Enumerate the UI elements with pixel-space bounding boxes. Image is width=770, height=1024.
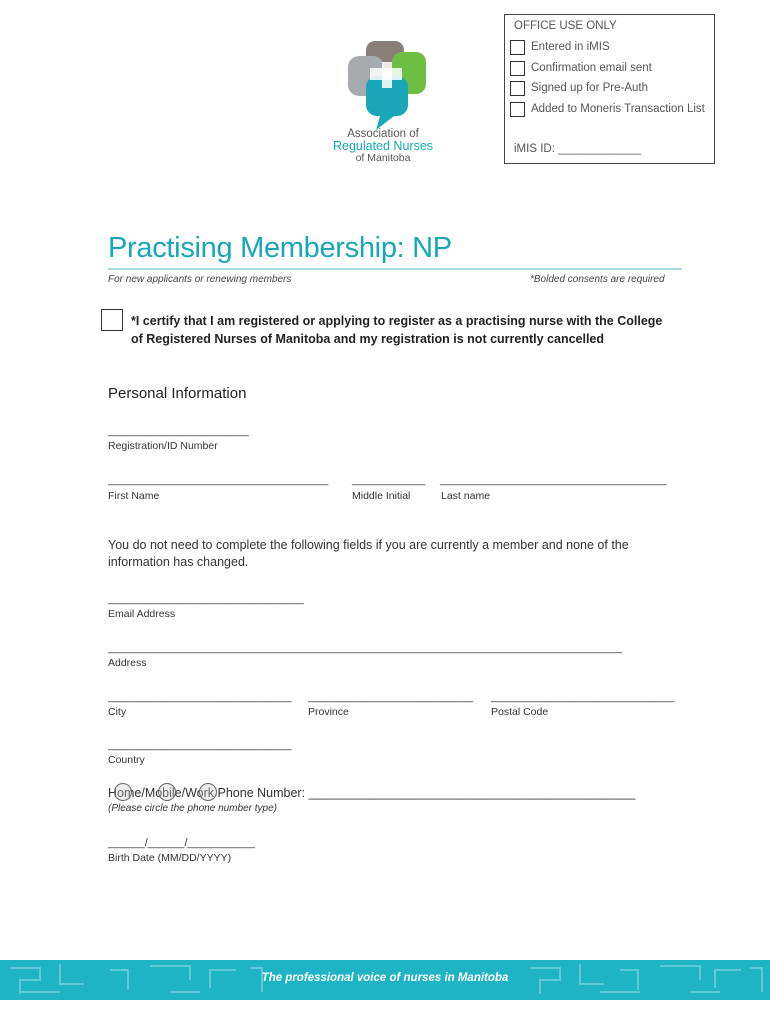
footer-tagline: The professional voice of nurses in Manitoba xyxy=(261,972,509,984)
province-label: Province xyxy=(308,706,349,718)
checkbox-pre-auth[interactable] xyxy=(510,81,525,96)
registration-label: Registration/ID Number xyxy=(108,440,218,452)
office-use-title: OFFICE USE ONLY xyxy=(514,20,617,32)
office-item-entered-imis[interactable] xyxy=(510,38,610,56)
last-name-label: Last name xyxy=(441,490,491,502)
phone-number-field[interactable]: Home/Mobile/Work Phone Number: _______________________________________________ xyxy=(108,786,636,800)
required-note: *Bolded consents are required xyxy=(530,274,665,285)
country-label: Country xyxy=(108,754,145,766)
first-name-label: First Name xyxy=(108,490,160,502)
registration-field[interactable]: _______________________ xyxy=(108,425,249,437)
arnm-logo xyxy=(340,38,438,133)
office-item-confirmation-email[interactable] xyxy=(510,59,652,77)
consent-checkbox[interactable] xyxy=(101,309,123,331)
postal-code-label: Postal Code xyxy=(491,706,549,718)
circle-home-option[interactable] xyxy=(114,783,132,801)
city-field[interactable]: ______________________________ xyxy=(108,691,292,703)
postal-code-field[interactable]: ______________________________ xyxy=(491,691,675,703)
middle-initial-field[interactable]: ____________ xyxy=(352,474,426,486)
office-item-label: Confirmation email sent xyxy=(531,62,652,74)
office-item-label: Added to Moneris Transaction List xyxy=(531,103,705,115)
logo-line-2: Regulated Nurses xyxy=(332,139,434,153)
page-subtitle: For new applicants or renewing members xyxy=(108,274,292,285)
email-label: Email Address xyxy=(108,608,176,620)
office-item-pre-auth[interactable] xyxy=(510,79,648,97)
imis-id-field[interactable]: iMIS ID: _____________ xyxy=(514,143,642,155)
email-field[interactable]: ________________________________ xyxy=(108,593,304,605)
middle-initial-label: Middle Initial xyxy=(352,490,411,502)
optional-fields-note: You do not need to complete the following fields if you are currently a member and none of the information has changed. xyxy=(108,538,629,569)
address-label: Address xyxy=(108,657,147,669)
phone-type-note: (Please circle the phone number type) xyxy=(108,803,277,814)
circle-work-option[interactable] xyxy=(199,783,217,801)
city-label: City xyxy=(108,706,127,718)
checkbox-entered-imis[interactable] xyxy=(510,40,525,55)
office-item-moneris[interactable] xyxy=(510,100,705,118)
consent-text: *I certify that I am registered or applying to register as a practising nurse with the College of Registered Nurses of Manitoba and my registration is not currently cancelled xyxy=(131,314,663,346)
checkbox-moneris[interactable] xyxy=(510,102,525,117)
page-title: Practising Membership: NP xyxy=(108,232,452,264)
circle-mobile-option[interactable] xyxy=(158,783,176,801)
logo-line-1: Association of xyxy=(347,128,419,140)
birth-date-field[interactable]: ______/______/___________ xyxy=(108,837,255,849)
first-name-field[interactable]: ____________________________________ xyxy=(108,474,329,486)
country-field[interactable]: ______________________________ xyxy=(108,739,292,751)
birth-date-label: Birth Date (MM/DD/YYYY) xyxy=(108,852,232,864)
logo-line-3: of Manitoba xyxy=(355,152,411,164)
office-item-label: Signed up for Pre-Auth xyxy=(531,82,648,94)
last-name-field[interactable]: _____________________________________ xyxy=(440,474,667,486)
logo-text xyxy=(318,128,448,164)
title-divider xyxy=(108,268,682,270)
province-field[interactable]: ___________________________ xyxy=(308,691,474,703)
section-heading-personal: Personal Information xyxy=(108,385,247,402)
office-item-label: Entered in iMIS xyxy=(531,41,610,53)
checkbox-confirmation-email[interactable] xyxy=(510,61,525,76)
address-field[interactable]: ____________________________________________________________________________________ xyxy=(108,642,622,654)
